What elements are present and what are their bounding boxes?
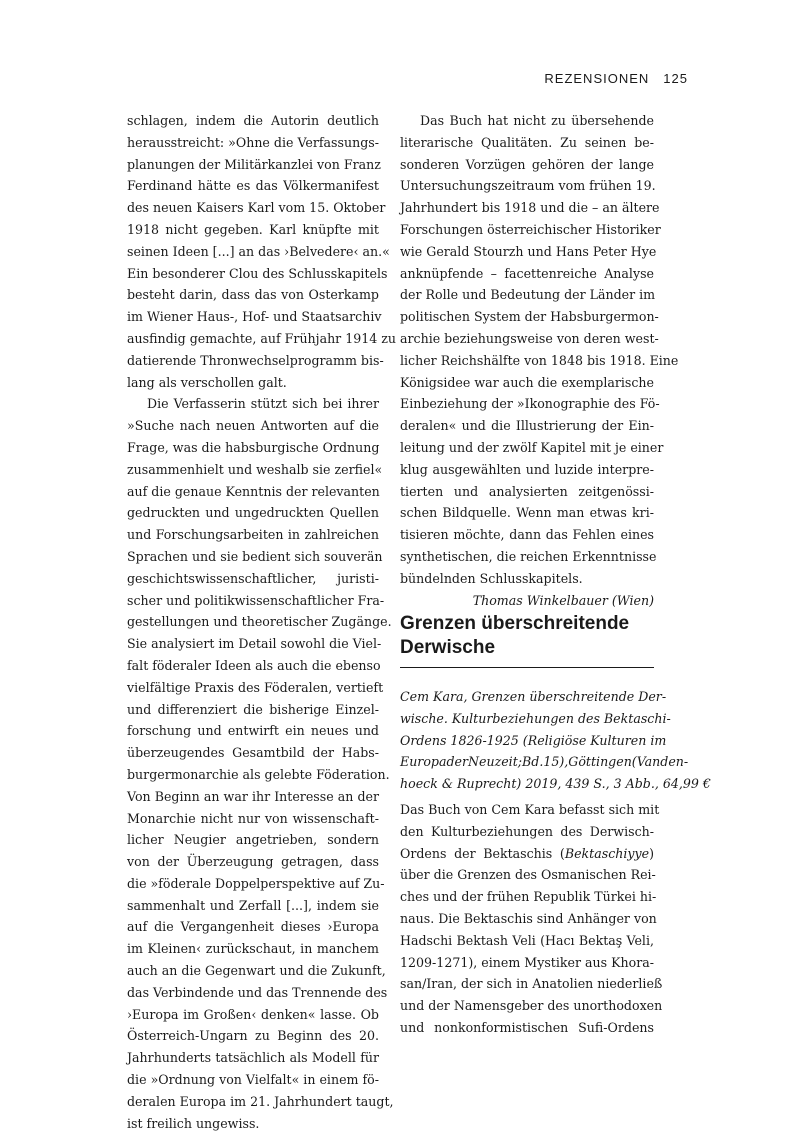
text-line: Frage, was die habsburgische Ordnung — [127, 439, 380, 455]
text-line: deralen Europa im 21. Jahrhundert taugt, — [127, 1093, 394, 1109]
text-line: gedruckten und ungedruckten Quellen — [127, 505, 379, 521]
text-line: Sie analysiert im Detail sowohl die Viel- — [127, 636, 382, 652]
text-line: sonderen Vorzügen gehören der lange — [400, 156, 654, 172]
review-title-line: Derwische — [400, 637, 496, 658]
text-line: wie Gerald Stourzh und Hans Peter Hye — [400, 243, 657, 259]
review-body — [400, 799, 663, 1039]
text-line: Ein besonderer Clou des Schlusskapitels — [127, 265, 388, 281]
text-line: datierende Thronwechselprogramm bis- — [127, 352, 384, 368]
text-line: die »Ordnung von Vielfalt« in einem fö- — [127, 1072, 379, 1088]
text-line: planungen der Militärkanzlei von Franz — [127, 156, 381, 172]
text-line: auch an die Gegenwart und die Zukunft, — [127, 963, 386, 979]
text-line: Ferdinand hätte es das Völkermanifest — [127, 178, 379, 194]
text-line: licher Neugier angetrieben, sondern — [127, 832, 379, 848]
text-line: naus. Die Bektaschis sind Anhänger von — [400, 910, 657, 926]
text-line: auf die genaue Kenntnis der relevanten — [127, 483, 380, 499]
text-line: bündelnden Schlusskapitels. — [400, 570, 583, 586]
text-line: Von Beginn an war ihr Interesse an der — [127, 788, 379, 804]
text-line: zusammenhielt und weshalb sie zerfiel« — [127, 461, 383, 477]
page-number: 125 — [663, 71, 688, 86]
text-line: und differenziert die bisherige Einzel- — [127, 701, 379, 717]
italic-term: Bektaschiyye — [564, 845, 650, 861]
text-line: politischen System der Habsburgermon- — [400, 309, 659, 325]
biblio-line: wische. Kulturbeziehungen des Bektaschi- — [400, 710, 671, 726]
text-line: Untersuchungszeitraum vom frühen 19. — [400, 178, 656, 194]
text-line: falt föderaler Ideen als auch die ebenso — [127, 657, 381, 673]
text-line: vielfältige Praxis des Föderalen, vertieft — [127, 679, 384, 695]
text-line: tisieren möchte, dann das Fehlen eines — [400, 527, 654, 543]
text-line: das Verbindende und das Trennende des — [127, 984, 388, 1000]
text-line: lang als verschollen galt. — [127, 374, 287, 390]
text-line: schen Bildquelle. Wenn man etwas kri- — [400, 505, 654, 521]
text-line: deralen« und die Illustrierung der Ein- — [400, 418, 654, 434]
biblio-line: Ordens 1826-1925 (Religiöse Kulturen im — [400, 732, 667, 748]
text-line: von der Überzeugung getragen, dass — [127, 854, 379, 870]
text-line: im Wiener Haus-, Hof- und Staatsarchiv — [127, 309, 382, 325]
text-line: ches und der frühen Republik Türkei hi- — [400, 889, 657, 905]
text-line: Königsidee war auch die exemplarische — [400, 374, 654, 390]
text-line: und der Namensgeber des unorthodoxen — [400, 998, 663, 1014]
text-line: gestellungen und theoretischer Zugänge. — [127, 614, 392, 630]
bibliographic-reference — [400, 686, 711, 795]
text-line: scher und politikwissenschaftlicher Fra- — [127, 592, 385, 608]
text-line: der Rolle und Bedeutung der Länder im — [400, 287, 656, 303]
text-line: 1918 nicht gegeben. Karl knüpfte mit — [127, 221, 379, 237]
biblio-line: hoeck & Ruprecht) 2019, 439 S., 3 Abb., 64,99 € — [400, 776, 711, 792]
biblio-line: Cem Kara, Grenzen überschreitende Der- — [400, 689, 667, 704]
text-line: Das Buch von Cem Kara befasst sich mit — [400, 802, 660, 817]
review-title — [400, 612, 654, 660]
reviewer-signature: Thomas Winkelbauer (Wien) — [472, 592, 654, 608]
paragraph-start-line: Die Verfasserin stützt sich bei ihrer — [147, 396, 379, 412]
text-line: forschung und entwirft ein neues und — [127, 723, 379, 739]
text-line: ausfindig gemachte, auf Frühjahr 1914 zu — [127, 330, 397, 346]
text-line: Forschungen österreichischer Historiker — [400, 221, 661, 237]
text-line: Sprachen und sie bedient sich souverän — [127, 548, 383, 564]
text-line: tierten und analysierten zeitgenössi- — [400, 483, 654, 499]
text-line — [400, 843, 654, 865]
text-line: klug ausgewählten und luzide interpre- — [400, 461, 654, 477]
text-line: leitung und der zwölf Kapitel mit je einer — [400, 439, 664, 455]
text-line: geschichtswissenschaftlicher, juristi- — [127, 570, 379, 586]
text-line: synthetischen, die reichen Erkenntnisse — [400, 548, 657, 564]
text-run: Ordens der Bektaschis ( — [400, 845, 565, 861]
title-rule-divider — [400, 667, 654, 668]
text-line: des neuen Kaisers Karl vom 15. Oktober — [127, 200, 386, 216]
text-line: schlagen, indem die Autorin deutlich — [127, 113, 379, 128]
text-line: über die Grenzen des Osmanischen Rei- — [400, 867, 656, 883]
text-line: herausstreicht: »Ohne die Verfassungs- — [127, 134, 379, 150]
text-line: die »föderale Doppelperspektive auf Zu- — [127, 875, 385, 891]
running-header — [544, 71, 688, 86]
text-line: anknüpfende – facettenreiche Analyse — [400, 265, 654, 281]
right-column — [400, 110, 679, 611]
biblio-line: EuropaderNeuzeit;Bd.15),Göttingen(Vanden- — [400, 754, 689, 770]
left-column — [127, 110, 397, 1134]
text-line: 1209-1271), einem Mystiker aus Khora- — [400, 954, 654, 970]
text-line: sammenhalt und Zerfall [...], indem sie — [127, 897, 379, 913]
text-line: Einbeziehung der »Ikonographie des Fö- — [400, 396, 660, 412]
text-line: seinen Ideen [...] an das ›Belvedere‹ an.« — [127, 243, 390, 259]
text-line: Österreich-Ungarn zu Beginn des 20. — [127, 1028, 379, 1044]
review-title-line: Grenzen überschreitende — [400, 613, 630, 634]
text-line: ist freilich ungewiss. — [127, 1115, 260, 1131]
text-line: besteht darin, dass das von Osterkamp — [127, 287, 379, 303]
text-line: Jahrhundert bis 1918 und die – an ältere — [400, 200, 660, 216]
text-line: Jahrhunderts tatsächlich als Modell für — [127, 1050, 379, 1066]
text-line: burgermonarchie als gelebte Föderation. — [127, 766, 390, 782]
text-line: »Suche nach neuen Antworten auf die — [127, 418, 379, 434]
text-line: literarische Qualitäten. Zu seinen be- — [400, 134, 654, 150]
text-line: san/Iran, der sich in Anatolien niederließ — [400, 976, 663, 992]
text-run: ) — [649, 845, 654, 861]
text-line: Monarchie nicht nur von wissenschaft- — [127, 810, 379, 826]
text-line: licher Reichshälfte von 1848 bis 1918. Eine — [400, 352, 679, 368]
text-line: archie beziehungsweise von deren west- — [400, 330, 659, 346]
text-line: und Forschungsarbeiten in zahlreichen — [127, 527, 379, 543]
text-line: den Kulturbeziehungen des Derwisch- — [400, 823, 654, 839]
text-line: überzeugendes Gesamtbild der Habs- — [127, 745, 379, 761]
text-line: im Kleinen‹ zurückschaut, in manchem — [127, 941, 379, 957]
section-title: REZENSIONEN — [544, 71, 650, 86]
text-line: Hadschi Bektash Veli (Hacı Bektaş Veli, — [400, 932, 654, 948]
paragraph-start-line: Das Buch hat nicht zu übersehende — [420, 113, 654, 128]
text-line: auf die Vergangenheit dieses ›Europa — [127, 919, 379, 935]
text-line: und nonkonformistischen Sufi-Ordens — [400, 1019, 654, 1035]
text-line: ›Europa im Großen‹ denken« lasse. Ob — [127, 1006, 379, 1022]
